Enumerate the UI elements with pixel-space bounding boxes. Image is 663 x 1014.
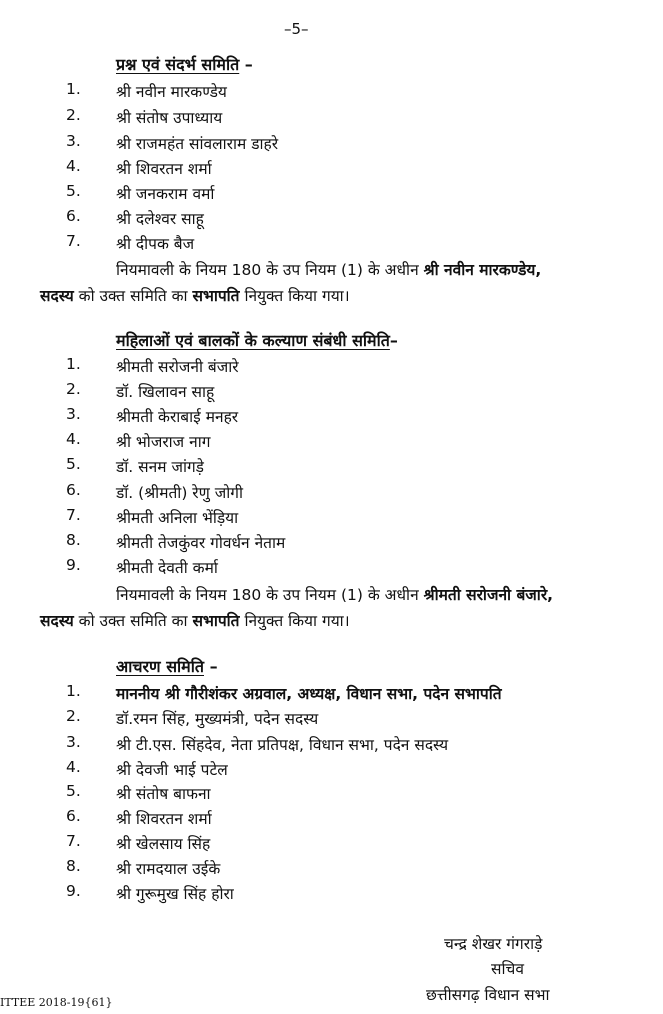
member-name: श्रीमती केराबाई मनहर: [116, 408, 239, 426]
list-item: [0, 355, 663, 379]
item-number: 1.: [66, 355, 81, 373]
item-number: 9.: [66, 556, 81, 574]
list-item: [0, 506, 663, 530]
section-heading-text: प्रश्न एवं संदर्भ समिति: [116, 55, 240, 74]
chairperson-role: सभापति: [192, 287, 240, 305]
member-name: डॉ. (श्रीमती) रेणु जोगी: [116, 484, 244, 502]
note-text: नियुक्त किया गया।: [239, 287, 350, 305]
list-item: [0, 733, 663, 757]
note-text: को उक्त समिति का: [73, 287, 193, 305]
footer-code: ITTEE 2018-19{61}: [0, 996, 113, 1009]
list-item: [0, 455, 663, 479]
member-name: श्री संतोष उपाध्याय: [116, 109, 223, 127]
list-item: [0, 882, 663, 906]
item-number: 2.: [66, 380, 81, 398]
item-number: 7.: [66, 506, 81, 524]
signatory-designation: सचिव: [491, 960, 524, 978]
list-item: [0, 481, 663, 505]
list-item: [0, 132, 663, 156]
member-name: श्री राजमहंत सांवलाराम डाहरे: [116, 135, 279, 153]
heading-dash: –: [204, 657, 218, 676]
member-name: श्री गुरूमुख सिंह होरा: [116, 885, 234, 903]
note-text: नियमावली के नियम 180 के उप नियम (1) के अधीन: [116, 586, 424, 604]
item-number: 3.: [66, 132, 81, 150]
page-number: –5–: [284, 20, 309, 38]
note-text: नियुक्त किया गया।: [239, 612, 350, 630]
item-number: 8.: [66, 531, 81, 549]
member-name: श्री टी.एस. सिंहदेव, नेता प्रतिपक्ष, विधान सभा, पदेन सदस्य: [116, 736, 449, 754]
appointment-note-line2: [40, 284, 350, 306]
list-item: [0, 207, 663, 231]
member-name: श्री नवीन मारकण्डेय: [116, 83, 227, 101]
list-item: [0, 758, 663, 782]
list-item: [0, 182, 663, 206]
section-heading-women-children-welfare: [116, 329, 398, 351]
member-name: श्री शिवरतन शर्मा: [116, 160, 212, 178]
member-name: श्रीमती सरोजनी बंजारे: [116, 358, 239, 376]
section-heading-text: आचरण समिति: [116, 657, 204, 676]
list-item: [0, 80, 663, 104]
member-name: श्री खेलसाय सिंह: [116, 835, 211, 853]
item-number: 1.: [66, 80, 81, 98]
note-text: नियमावली के नियम 180 के उप नियम (1) के अधीन: [116, 261, 424, 279]
member-role: सदस्य: [40, 612, 74, 630]
appointment-note-line1: [116, 583, 553, 605]
list-item: [0, 807, 663, 831]
member-name: श्री भोजराज नाग: [116, 433, 211, 451]
member-name: डॉ. खिलावन साहू: [116, 383, 215, 401]
list-item: [0, 531, 663, 555]
item-number: 6.: [66, 207, 81, 225]
member-name: श्रीमती अनिला भेंड़िया: [116, 509, 239, 527]
section-heading-questions-references: [116, 53, 253, 75]
list-item: [0, 782, 663, 806]
list-item: [0, 380, 663, 404]
list-item: [0, 106, 663, 130]
member-name: श्री संतोष बाफना: [116, 785, 211, 803]
member-name: माननीय श्री गौरीशंकर अग्रवाल, अध्यक्ष, विधान सभा, पदेन सभापति: [116, 685, 502, 703]
member-name: श्री दलेश्वर साहू: [116, 210, 204, 228]
chairperson-name: श्रीमती सरोजनी बंजारे,: [423, 586, 554, 604]
heading-dash: –: [239, 55, 253, 74]
list-item: [0, 157, 663, 181]
section-heading-ethics: [116, 655, 218, 677]
item-number: 5.: [66, 782, 81, 800]
list-item: [0, 232, 663, 256]
member-name: श्री जनकराम वर्मा: [116, 185, 215, 203]
member-name: श्री शिवरतन शर्मा: [116, 810, 212, 828]
item-number: 2.: [66, 707, 81, 725]
chairperson-name: श्री नवीन मारकण्डेय,: [423, 261, 542, 279]
item-number: 9.: [66, 882, 81, 900]
list-item: [0, 405, 663, 429]
list-item: [0, 682, 663, 706]
item-number: 3.: [66, 733, 81, 751]
section-heading-text: महिलाओं एवं बालकों के कल्याण संबंधी समिति: [116, 331, 390, 350]
list-item: [0, 430, 663, 454]
appointment-note-line1: [116, 258, 541, 280]
member-name: डॉ. सनम जांगड़े: [116, 458, 204, 476]
item-number: 6.: [66, 807, 81, 825]
member-name: श्री रामदयाल उईके: [116, 860, 221, 878]
item-number: 8.: [66, 857, 81, 875]
item-number: 1.: [66, 682, 81, 700]
member-name: श्री देवजी भाई पटेल: [116, 761, 228, 779]
item-number: 4.: [66, 157, 81, 175]
member-name: श्री दीपक बैज: [116, 235, 195, 253]
item-number: 7.: [66, 832, 81, 850]
item-number: 2.: [66, 106, 81, 124]
item-number: 5.: [66, 182, 81, 200]
member-name: डॉ.रमन सिंह, मुख्यमंत्री, पदेन सदस्य: [116, 710, 319, 728]
appointment-note-line2: [40, 609, 350, 631]
item-number: 6.: [66, 481, 81, 499]
heading-dash: –: [389, 331, 398, 350]
member-role: सदस्य: [40, 287, 74, 305]
chairperson-role: सभापति: [192, 612, 240, 630]
item-number: 4.: [66, 758, 81, 776]
list-item: [0, 832, 663, 856]
note-text: को उक्त समिति का: [73, 612, 193, 630]
item-number: 4.: [66, 430, 81, 448]
list-item: [0, 556, 663, 580]
member-name: श्रीमती तेजकुंवर गोवर्धन नेताम: [116, 534, 286, 552]
item-number: 5.: [66, 455, 81, 473]
list-item: [0, 857, 663, 881]
signatory-office: छत्तीसगढ़ विधान सभा: [426, 986, 550, 1004]
list-item: [0, 707, 663, 731]
item-number: 7.: [66, 232, 81, 250]
member-name: श्रीमती देवती कर्मा: [116, 559, 218, 577]
signatory-name: चन्द्र शेखर गंगराड़े: [444, 935, 543, 953]
item-number: 3.: [66, 405, 81, 423]
